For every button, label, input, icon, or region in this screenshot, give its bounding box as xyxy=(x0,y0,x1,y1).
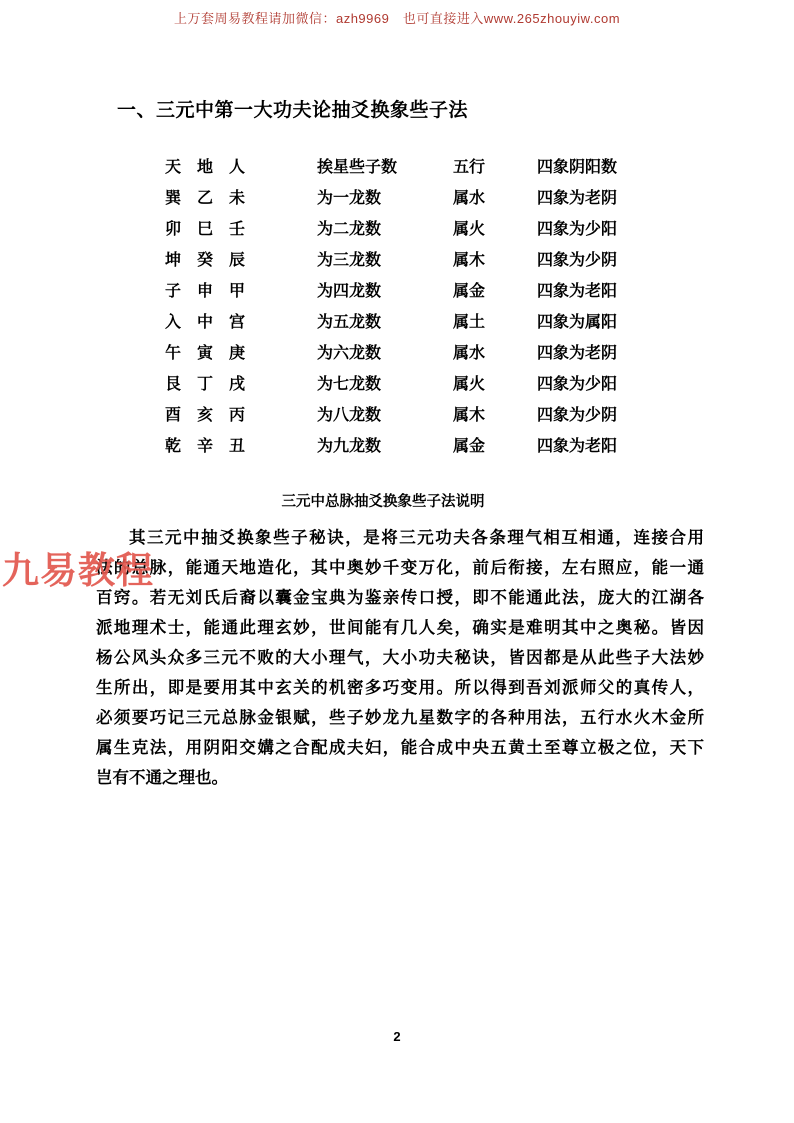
cell-branches: 坤 癸 辰 xyxy=(165,252,246,269)
cell-branches: 艮 丁 戌 xyxy=(165,376,246,393)
cell-branches: 酉 亥 丙 xyxy=(165,407,246,424)
table-row xyxy=(165,243,725,274)
cell-five-elements-header: 五行 xyxy=(453,159,486,176)
cell-dragon-number: 为八龙数 xyxy=(317,407,382,424)
paragraph-line: 生所出，即是要用其中玄关的机密多巧变用。所以得到吾刘派师父的真传人， xyxy=(96,679,704,697)
table-row xyxy=(165,212,725,243)
cell-dragon-number: 为三龙数 xyxy=(317,252,382,269)
cell-element: 属木 xyxy=(453,407,486,424)
paragraph-line: 法的总脉，能通天地造化，其中奥妙千变万化，前后衔接，左右照应，能一通 xyxy=(96,559,704,577)
cell-element: 属木 xyxy=(453,252,486,269)
paragraph-line: 杨公风头众多三元不败的大小理气，大小功夫秘诀，皆因都是从此些子大法妙 xyxy=(96,649,704,667)
cell-four-image: 四象为老阴 xyxy=(537,190,618,207)
cell-branches: 午 寅 庚 xyxy=(165,345,246,362)
cell-four-image: 四象为少阳 xyxy=(537,221,618,238)
cell-element: 属水 xyxy=(453,190,486,207)
table-header-row xyxy=(165,150,725,181)
cell-element: 属土 xyxy=(453,314,486,331)
cell-element: 属水 xyxy=(453,345,486,362)
cell-dragon-number: 为六龙数 xyxy=(317,345,382,362)
body-paragraph xyxy=(96,523,704,793)
page-title: 一、三元中第一大功夫论抽爻换象些子法 xyxy=(117,100,469,121)
section-subtitle: 三元中总脉抽爻换象些子法说明 xyxy=(281,494,485,510)
cell-four-images-header: 四象阴阳数 xyxy=(537,159,618,176)
paragraph-line: 百窍。若无刘氏后裔以囊金宝典为鉴亲传口授，即不能通此法，庞大的江湖各 xyxy=(96,589,704,607)
watermark-jiuyi-jiaocheng: 九易教程 xyxy=(2,550,154,591)
cell-four-image: 四象为老阳 xyxy=(537,438,618,455)
cell-four-image: 四象为少阴 xyxy=(537,252,618,269)
cell-star-number-header: 挨星些子数 xyxy=(317,159,398,176)
table-row xyxy=(165,274,725,305)
cell-branches: 巽 乙 未 xyxy=(165,190,246,207)
cell-element: 属金 xyxy=(453,438,486,455)
cell-dragon-number: 为九龙数 xyxy=(317,438,382,455)
cell-element: 属金 xyxy=(453,283,486,300)
table-row xyxy=(165,398,725,429)
cell-dragon-number: 为二龙数 xyxy=(317,221,382,238)
header-contact-note: 上万套周易教程请加微信：azh9969 也可直接进入www.265zhouyiw.com xyxy=(173,11,621,26)
paragraph-line: 派地理术士，能通此理玄妙，世间能有几人矣，确实是难明其中之奥秘。皆因 xyxy=(96,619,704,637)
cell-four-image: 四象为老阴 xyxy=(537,345,618,362)
cell-branches: 子 申 甲 xyxy=(165,283,246,300)
cell-branches: 入 中 宫 xyxy=(165,314,246,331)
cell-four-image: 四象为老阳 xyxy=(537,283,618,300)
table-row xyxy=(165,305,725,336)
cell-branches: 卯 巳 壬 xyxy=(165,221,246,238)
cell-element: 属火 xyxy=(453,376,486,393)
page-number: 2 xyxy=(393,1029,401,1044)
cell-dragon-number: 为七龙数 xyxy=(317,376,382,393)
table-row xyxy=(165,429,725,460)
cell-dragon-number: 为四龙数 xyxy=(317,283,382,300)
paragraph-line: 岂有不通之理也。 xyxy=(96,769,228,787)
cell-four-image: 四象为少阴 xyxy=(537,407,618,424)
paragraph-line: 属生克法，用阴阳交媾之合配成夫妇，能合成中央五黄土至尊立极之位，天下 xyxy=(96,739,704,757)
paragraph-line: 必须要巧记三元总脉金银赋，些子妙龙九星数字的各种用法，五行水火木金所 xyxy=(96,709,704,727)
table-row xyxy=(165,181,725,212)
paragraph-line: 其三元中抽爻换象些子秘诀，是将三元功夫各条理气相互相通，连接合用 xyxy=(129,529,704,547)
cell-dragon-number: 为五龙数 xyxy=(317,314,382,331)
cell-dragon-number: 为一龙数 xyxy=(317,190,382,207)
cell-branches: 乾 辛 丑 xyxy=(165,438,246,455)
table-row xyxy=(165,367,725,398)
cell-four-image: 四象为少阳 xyxy=(537,376,618,393)
cell-four-image: 四象为属阳 xyxy=(537,314,618,331)
cell-element: 属火 xyxy=(453,221,486,238)
dragon-number-table xyxy=(165,150,725,460)
cell-heaven-earth-man: 天 地 人 xyxy=(165,159,246,176)
table-row xyxy=(165,336,725,367)
